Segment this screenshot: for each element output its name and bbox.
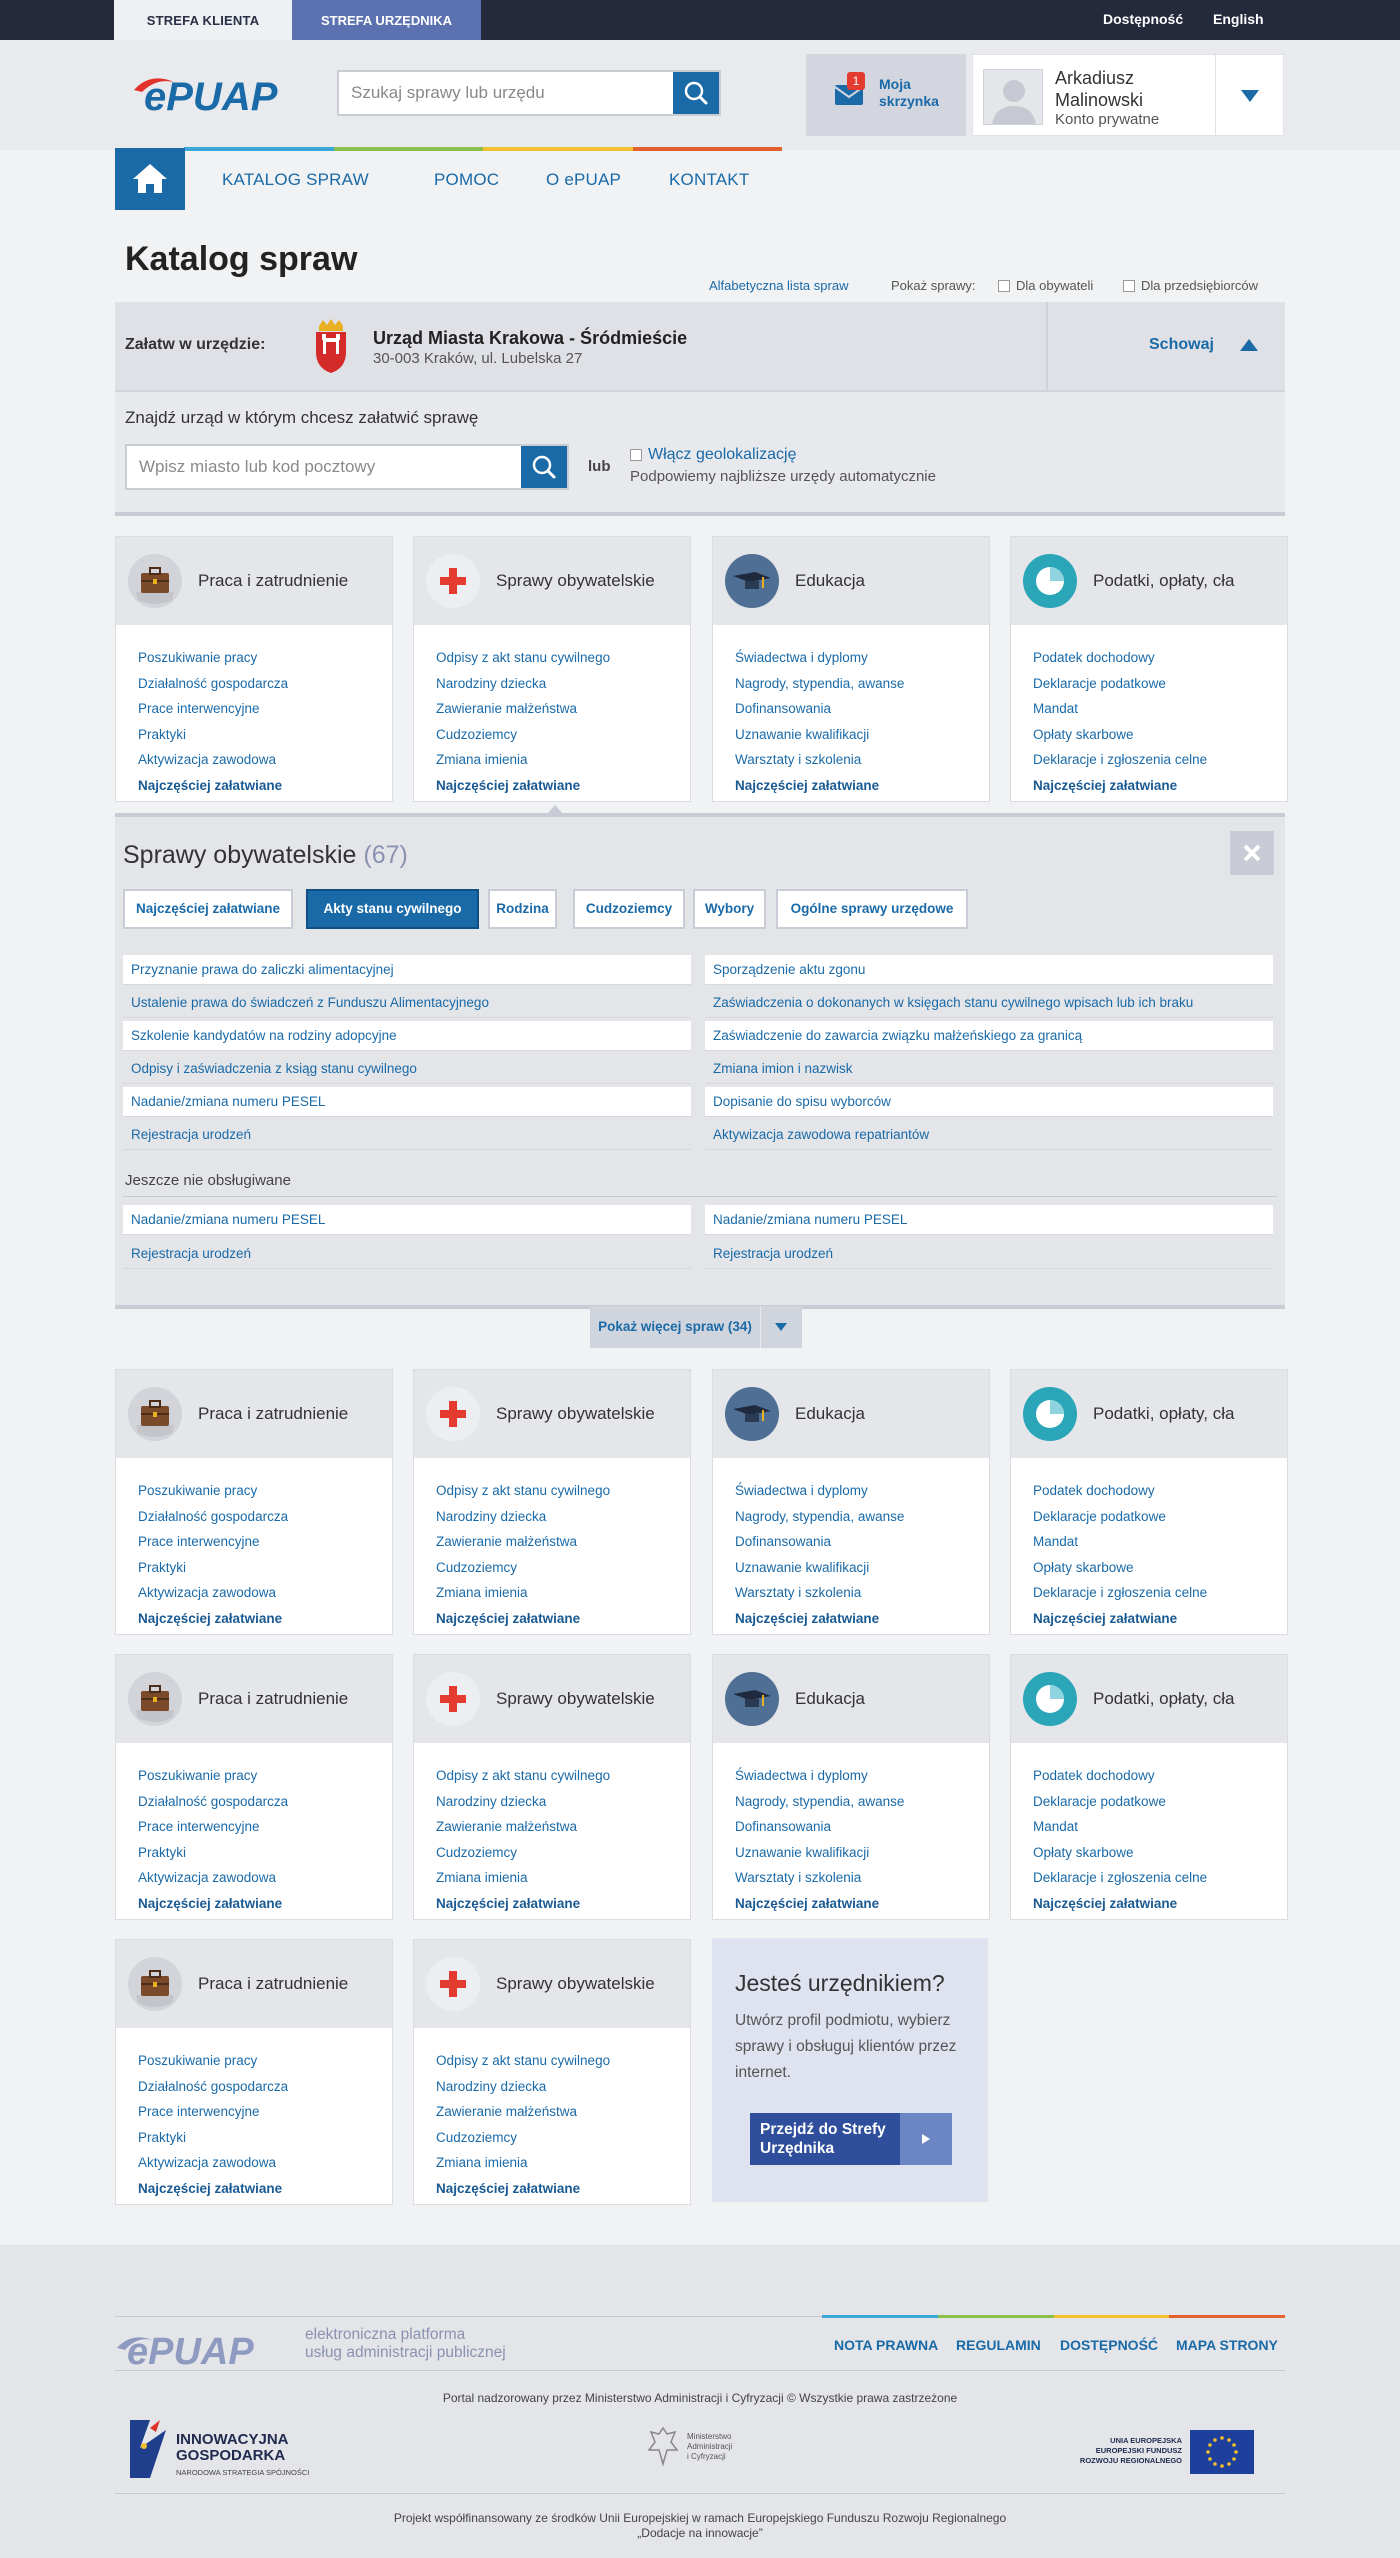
hide-office-button[interactable]: Schowaj (1149, 336, 1214, 353)
category-link[interactable]: Praktyki (138, 726, 187, 742)
category-link[interactable]: Zawieranie małżeństwa (436, 2104, 578, 2119)
user-account-type: Konto prywatne (1055, 111, 1160, 128)
go-to-official-zone-button[interactable]: Przejdź do Strefy Urzędnika (750, 2113, 952, 2165)
search-icon (521, 446, 567, 488)
category-link[interactable]: Odpisy z akt stanu cywilnego (436, 1768, 611, 1783)
category-title[interactable]: Praca i zatrudnienie (198, 1974, 349, 1993)
most-frequent-link[interactable]: Najczęściej załatwiane (1033, 1895, 1178, 1911)
category-title[interactable]: Praca i zatrudnienie (198, 1404, 349, 1423)
category-link[interactable]: Prace interwencyjne (138, 1819, 260, 1834)
category-link[interactable]: Świadectwa i dyplomy (735, 1768, 868, 1783)
chevron-down-icon (1240, 89, 1260, 103)
category-link[interactable]: Narodziny dziecka (436, 1508, 547, 1524)
search-input[interactable] (339, 72, 669, 114)
category-link[interactable]: Aktywizacja zawodowa (138, 2155, 277, 2170)
unsupported-case-link[interactable]: Nadanie/zmiana numeru PESEL (705, 1205, 1273, 1235)
tab-general-office-matters[interactable]: Ogólne sprawy urzędowe (776, 889, 968, 929)
footer-epuap-logo[interactable] (115, 2320, 305, 2370)
category-link[interactable]: Dofinansowania (735, 1819, 832, 1834)
category-link[interactable]: Praktyki (138, 1844, 187, 1860)
category-link[interactable]: Narodziny dziecka (436, 675, 547, 691)
alphabetical-list-link[interactable]: Alfabetyczna lista spraw (709, 278, 849, 293)
category-card-pie-chart (1010, 536, 1288, 802)
category-link[interactable]: Zawieranie małżeństwa (436, 1819, 578, 1834)
tab-elections[interactable]: Wybory (693, 889, 766, 929)
case-link[interactable]: Zaświadczenie do zawarcia związku małżeńskiego za granicą (705, 1021, 1273, 1051)
mailbox-count-badge: 1 (847, 72, 865, 90)
category-title[interactable]: Podatki, opłaty, cła (1093, 1404, 1235, 1423)
category-card-briefcase (115, 1654, 393, 1920)
category-card-graduation-cap (712, 1369, 990, 1635)
expanded-title: Sprawy obywatelskie (67) (123, 841, 408, 869)
close-icon (1230, 831, 1274, 875)
briefcase-icon (128, 1957, 182, 2011)
tab-official-zone[interactable]: STREFA URZĘDNIKA (292, 0, 481, 40)
category-card-pie-chart (1010, 1654, 1288, 1920)
category-link[interactable]: Deklaracje i zgłoszenia celne (1033, 1870, 1208, 1885)
mailbox-button[interactable] (806, 54, 966, 136)
promo-text: Utwórz profil podmiotu, wybierz sprawy i obsługuj klientów przez internet. (735, 2012, 957, 2081)
category-link[interactable]: Mandat (1033, 701, 1079, 716)
category-link[interactable]: Poszukiwanie pracy (138, 2053, 258, 2068)
category-link[interactable]: Zmiana imienia (436, 2155, 528, 2170)
category-card-briefcase (115, 1369, 393, 1635)
home-button[interactable] (115, 148, 185, 210)
category-title[interactable]: Sprawy obywatelskie (496, 571, 655, 590)
category-card-red-cross (413, 536, 691, 802)
case-link[interactable]: Dopisanie do spisu wyborców (705, 1087, 1273, 1117)
or-label: lub (588, 458, 611, 475)
geolocation-hint: Podpowiemy najbliższe urzędy automatycznie (630, 468, 936, 485)
ministry-logo: Ministerstwo Administracji i Cyfryzacji (645, 2424, 765, 2474)
nav-help[interactable]: POMOC (434, 170, 500, 189)
office-address: 30-003 Kraków, ul. Lubelska 27 (373, 350, 583, 367)
tab-foreigners[interactable]: Cudzoziemcy (573, 889, 685, 929)
category-card-red-cross (413, 1939, 691, 2205)
category-link[interactable]: Warsztaty i szkolenia (735, 1585, 862, 1600)
header (0, 40, 1400, 150)
search-box (337, 70, 721, 116)
user-name: Arkadiusz Malinowski (1055, 68, 1144, 110)
category-link[interactable]: Cudzoziemcy (436, 1559, 518, 1575)
arrow-right-icon (900, 2113, 952, 2165)
category-link[interactable]: Działalność gospodarcza (138, 2078, 289, 2094)
category-link[interactable]: Nagrody, stypendia, awanse (735, 675, 905, 691)
chevron-up-icon[interactable] (1239, 338, 1259, 352)
tab-most-frequent[interactable]: Najczęściej załatwiane (123, 889, 293, 929)
category-title[interactable]: Praca i zatrudnienie (198, 1689, 349, 1708)
category-link[interactable]: Zawieranie małżeństwa (436, 701, 578, 716)
find-office-title: Znajdź urząd w którym chcesz załatwić sprawę (125, 408, 479, 427)
category-link[interactable]: Świadectwa i dyplomy (735, 650, 868, 665)
briefcase-icon (128, 554, 182, 608)
category-card-red-cross (413, 1654, 691, 1920)
unsupported-case-link[interactable]: Rejestracja urodzeń (123, 1239, 691, 1269)
footer-sitemap-link[interactable]: MAPA STRONY (1176, 2337, 1278, 2353)
category-link[interactable]: Działalność gospodarcza (138, 675, 289, 691)
red-cross-icon (426, 1387, 480, 1441)
category-link[interactable]: Praktyki (138, 1559, 187, 1575)
category-link[interactable]: Opłaty skarbowe (1033, 1844, 1134, 1860)
footer-tagline: elektroniczna platforma usług administracji publicznej (305, 2326, 506, 2361)
red-cross-icon (426, 554, 480, 608)
accessibility-link[interactable]: Dostępność (1103, 11, 1184, 27)
category-link[interactable]: Cudzoziemcy (436, 726, 518, 742)
category-link[interactable]: Prace interwencyjne (138, 1534, 260, 1549)
briefcase-icon (128, 1672, 182, 1726)
category-title[interactable]: Sprawy obywatelskie (496, 1689, 655, 1708)
case-link[interactable]: Rejestracja urodzeń (123, 1120, 691, 1150)
close-button[interactable] (1230, 831, 1274, 875)
most-frequent-link[interactable]: Najczęściej załatwiane (138, 1610, 283, 1626)
category-link[interactable]: Zawieranie małżeństwa (436, 1534, 578, 1549)
filter-citizens-checkbox[interactable]: Dla obywateli (998, 278, 1093, 293)
most-frequent-link[interactable]: Najczęściej załatwiane (436, 1610, 581, 1626)
category-title[interactable]: Podatki, opłaty, cła (1093, 1689, 1235, 1708)
top-bar (0, 0, 1400, 40)
nav-about[interactable]: O ePUAP (546, 170, 622, 189)
case-link[interactable]: Zaświadczenia o dokonanych w księgach stanu cywilnego wpisach lub ich braku (705, 988, 1273, 1018)
tab-client-zone[interactable]: STREFA KLIENTA (114, 0, 292, 40)
briefcase-icon (128, 1387, 182, 1441)
expanded-count: (67) (363, 841, 408, 869)
category-link[interactable]: Narodziny dziecka (436, 1793, 547, 1809)
city-search-button[interactable] (521, 446, 567, 488)
category-card-red-cross (413, 1369, 691, 1635)
category-link[interactable]: Deklaracje podatkowe (1033, 675, 1166, 691)
category-link[interactable]: Prace interwencyjne (138, 701, 260, 716)
graduation-cap-icon (725, 554, 779, 608)
expanded-category-panel (115, 813, 1285, 1309)
category-link[interactable]: Deklaracje podatkowe (1033, 1508, 1166, 1524)
category-link[interactable]: Nagrody, stypendia, awanse (735, 1793, 905, 1809)
category-link[interactable]: Poszukiwanie pracy (138, 1768, 258, 1783)
footer-color-stripe (822, 2315, 1285, 2318)
case-link[interactable]: Sporządzenie aktu zgonu (705, 955, 1273, 985)
english-link[interactable]: English (1213, 11, 1264, 27)
city-search-box (125, 444, 569, 490)
category-title[interactable]: Sprawy obywatelskie (496, 1404, 655, 1423)
most-frequent-link[interactable]: Najczęściej załatwiane (436, 777, 581, 793)
category-card-briefcase (115, 1939, 393, 2205)
svg-text:ePUAP: ePUAP (144, 75, 278, 119)
footer-legal-note-link[interactable]: NOTA PRAWNA (834, 2337, 939, 2353)
tab-family[interactable]: Rodzina (488, 889, 557, 929)
nav-catalog[interactable]: KATALOG SPRAW (222, 170, 369, 189)
category-link[interactable]: Deklaracje i zgłoszenia celne (1033, 752, 1208, 767)
category-title[interactable]: Edukacja (795, 1404, 865, 1423)
case-link[interactable]: Zmiana imion i nazwisk (705, 1054, 1273, 1084)
category-title[interactable]: Podatki, opłaty, cła (1093, 571, 1235, 590)
chevron-down-icon (774, 1322, 788, 1332)
show-cases-label: Pokaż sprawy: (891, 278, 976, 293)
user-panel[interactable] (972, 54, 1284, 136)
krakow-coat-of-arms-icon (313, 318, 349, 374)
category-link[interactable]: Deklaracje podatkowe (1033, 1793, 1166, 1809)
category-link[interactable]: Podatek dochodowy (1033, 650, 1155, 665)
category-title[interactable]: Edukacja (795, 571, 865, 590)
category-link[interactable]: Praktyki (138, 2129, 187, 2145)
category-link[interactable]: Uznawanie kwalifikacji (735, 726, 870, 742)
category-link[interactable]: Nagrody, stypendia, awanse (735, 1508, 905, 1524)
geolocation-checkbox[interactable]: Włącz geolokalizację (630, 446, 797, 464)
red-cross-icon (426, 1957, 480, 2011)
search-icon (673, 72, 719, 114)
graduation-cap-icon (725, 1387, 779, 1441)
category-link[interactable]: Uznawanie kwalifikacji (735, 1844, 870, 1860)
category-link[interactable]: Podatek dochodowy (1033, 1483, 1155, 1498)
category-link[interactable]: Zmiana imienia (436, 1585, 528, 1600)
category-link[interactable]: Dofinansowania (735, 701, 832, 716)
office-name: Urząd Miasta Krakowa - Śródmieście (373, 328, 688, 348)
most-frequent-link[interactable]: Najczęściej załatwiane (138, 1895, 283, 1911)
category-title[interactable]: Sprawy obywatelskie (496, 1974, 655, 1993)
category-card-briefcase (115, 536, 393, 802)
category-link[interactable]: Odpisy z akt stanu cywilnego (436, 650, 611, 665)
category-card-pie-chart (1010, 1369, 1288, 1635)
category-link[interactable]: Narodziny dziecka (436, 2078, 547, 2094)
most-frequent-link[interactable]: Najczęściej załatwiane (436, 1895, 581, 1911)
eu-logo: UNIA EUROPEJSKA EUROPEJSKI FUNDUSZ ROZWOJU REGIONALNEGO (1070, 2430, 1256, 2474)
category-link[interactable]: Opłaty skarbowe (1033, 726, 1134, 742)
most-frequent-link[interactable]: Najczęściej załatwiane (436, 2180, 581, 2196)
category-card-graduation-cap (712, 1654, 990, 1920)
promo-title: Jesteś urzędnikiem? (735, 1970, 945, 1996)
innovative-economy-logo: INNOWACYJNA GOSPODARKA NARODOWA STRATEGIA SPÓJNOŚCI (126, 2418, 346, 2480)
unsupported-case-link[interactable]: Nadanie/zmiana numeru PESEL (123, 1205, 691, 1235)
category-link[interactable]: Cudzoziemcy (436, 2129, 518, 2145)
most-frequent-link[interactable]: Najczęściej załatwiane (1033, 777, 1178, 793)
eu-flag-icon (1190, 2430, 1254, 2474)
category-link[interactable]: Działalność gospodarcza (138, 1793, 289, 1809)
case-link[interactable]: Odpisy i zaświadczenia z ksiąg stanu cywilnego (123, 1054, 691, 1084)
office-panel (115, 302, 1285, 392)
red-cross-icon (426, 1672, 480, 1726)
category-link[interactable]: Dofinansowania (735, 1534, 832, 1549)
nav-color-stripe (184, 147, 782, 151)
category-link[interactable]: Cudzoziemcy (436, 1844, 518, 1860)
office-label: Załatw w urzędzie: (125, 336, 266, 353)
footer-project-info: Projekt współfinansowany ze środków Unii Europejskiej w ramach Europejskiego Funduszu Rozwoju Regionalnego „Dodacje na innowacje” (393, 2511, 1007, 2540)
most-frequent-link[interactable]: Najczęściej załatwiane (735, 1895, 880, 1911)
pie-chart-icon (1023, 554, 1077, 608)
category-link[interactable]: Podatek dochodowy (1033, 1768, 1155, 1783)
category-link[interactable]: Mandat (1033, 1819, 1079, 1834)
show-more-button[interactable]: Pokaż więcej spraw (34) (590, 1306, 802, 1348)
most-frequent-link[interactable]: Najczęściej załatwiane (735, 1610, 880, 1626)
category-link[interactable]: Odpisy z akt stanu cywilnego (436, 2053, 611, 2068)
official-promo (712, 1938, 988, 2202)
category-link[interactable]: Warsztaty i szkolenia (735, 1870, 862, 1885)
nav-contact[interactable]: KONTAKT (669, 170, 750, 189)
graduation-cap-icon (725, 1672, 779, 1726)
case-link[interactable]: Szkolenie kandydatów na rodziny adopcyjne (123, 1021, 691, 1051)
unsupported-title: Jeszcze nie obsługiwane (125, 1172, 291, 1189)
category-title[interactable]: Praca i zatrudnienie (198, 571, 349, 590)
category-link[interactable]: Zmiana imienia (436, 1870, 528, 1885)
category-link[interactable]: Aktywizacja zawodowa (138, 1585, 277, 1600)
category-link[interactable]: Aktywizacja zawodowa (138, 752, 277, 767)
svg-text:ePUAP: ePUAP (127, 2331, 254, 2370)
category-link[interactable]: Świadectwa i dyplomy (735, 1483, 868, 1498)
category-link[interactable]: Poszukiwanie pracy (138, 650, 258, 665)
category-card-graduation-cap (712, 536, 990, 802)
footer-terms-link[interactable]: REGULAMIN (956, 2337, 1041, 2353)
case-link[interactable]: Nadanie/zmiana numeru PESEL (123, 1087, 691, 1117)
footer-accessibility-link[interactable]: DOSTĘPNOŚĆ (1060, 2337, 1159, 2353)
category-link[interactable]: Uznawanie kwalifikacji (735, 1559, 870, 1575)
mailbox-label: Moja skrzynka (879, 76, 939, 109)
unsupported-case-link[interactable]: Rejestracja urodzeń (705, 1239, 1273, 1269)
pie-chart-icon (1023, 1672, 1077, 1726)
find-office-panel (115, 392, 1285, 516)
category-link[interactable]: Działalność gospodarcza (138, 1508, 289, 1524)
most-frequent-link[interactable]: Najczęściej załatwiane (138, 777, 283, 793)
case-link[interactable]: Przyznanie prawa do zaliczki alimentacyjnej (123, 955, 691, 985)
most-frequent-link[interactable]: Najczęściej załatwiane (138, 2180, 283, 2196)
category-link[interactable]: Opłaty skarbowe (1033, 1559, 1134, 1575)
most-frequent-link[interactable]: Najczęściej załatwiane (1033, 1610, 1178, 1626)
footer-copyright: Portal nadzorowany przez Ministerstwo Administracji i Cyfryzacji © Wszystkie prawa zastrzeżone (442, 2391, 958, 2405)
case-link[interactable]: Aktywizacja zawodowa repatriantów (705, 1120, 1273, 1150)
epuap-logo[interactable] (130, 62, 310, 122)
category-link[interactable]: Deklaracje i zgłoszenia celne (1033, 1585, 1208, 1600)
category-link[interactable]: Poszukiwanie pracy (138, 1483, 258, 1498)
category-link[interactable]: Prace interwencyjne (138, 2104, 260, 2119)
category-link[interactable]: Zmiana imienia (436, 752, 528, 767)
search-button[interactable] (673, 72, 719, 114)
page-title: Katalog spraw (125, 240, 358, 278)
most-frequent-link[interactable]: Najczęściej załatwiane (735, 777, 880, 793)
category-title[interactable]: Edukacja (795, 1689, 865, 1708)
city-input[interactable] (127, 446, 507, 488)
home-icon (115, 148, 185, 210)
category-link[interactable]: Mandat (1033, 1534, 1079, 1549)
category-link[interactable]: Warsztaty i szkolenia (735, 752, 862, 767)
tab-civil-records[interactable]: Akty stanu cywilnego (306, 889, 479, 929)
filter-business-checkbox[interactable]: Dla przedsiębiorców (1123, 278, 1258, 293)
user-menu-toggle[interactable] (1215, 55, 1283, 135)
category-link[interactable]: Odpisy z akt stanu cywilnego (436, 1483, 611, 1498)
case-link[interactable]: Ustalenie prawa do świadczeń z Funduszu Alimentacyjnego (123, 988, 691, 1018)
pie-chart-icon (1023, 1387, 1077, 1441)
category-link[interactable]: Aktywizacja zawodowa (138, 1870, 277, 1885)
avatar (983, 69, 1043, 125)
